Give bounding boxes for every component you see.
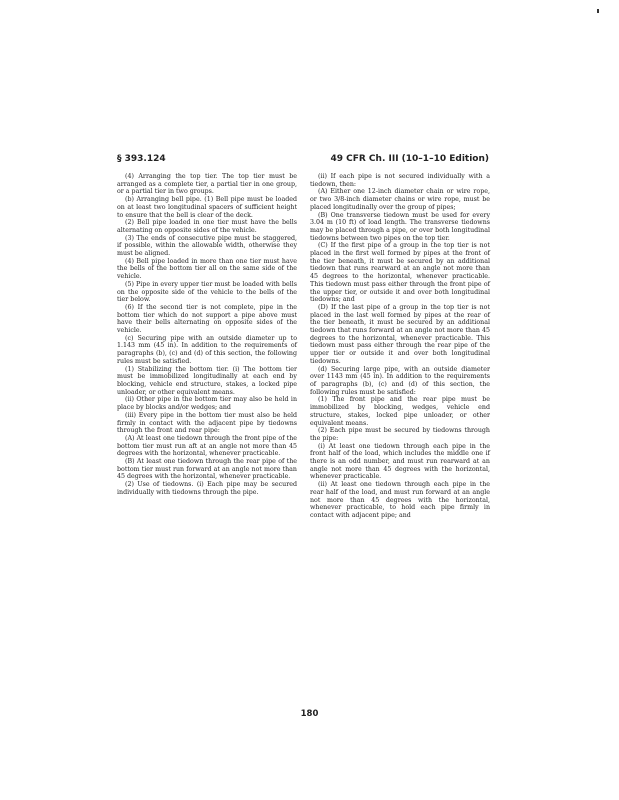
paragraph: (2) Each pipe must be secured by tiedowns through the pipe: bbox=[310, 427, 490, 442]
paragraph: (4) Bell pipe loaded in more than one tier must have the bells of the bottom tier all on the same side of the vehicle. bbox=[117, 257, 297, 281]
paragraph: (3) The ends of consecutive pipe must be staggered, if possible, within the allowable width, otherwise they must be aligned. bbox=[117, 234, 297, 258]
paragraph: (D) If the last pipe of a group in the top tier is not placed in the last well formed by pipes at the rear of the tier beneath, it must be secured by an additional tiedown that runs forward at an angle not more than 45 degrees to the horizontal, whenever practicable. This tiedown must pass either through the rear pipe of the upper tier or outside it and over both longitudinal tiedowns. bbox=[310, 303, 490, 365]
paragraph: (ii) Other pipe in the bottom tier may also be held in place by blocks and/or wedges; and bbox=[117, 396, 297, 412]
volume-title: 49 CFR Ch. III (10–1–10 Edition) bbox=[330, 154, 489, 164]
corner-mark bbox=[597, 9, 599, 13]
page-header bbox=[117, 154, 489, 168]
paragraph: (B) One transverse tiedown must be used for every 3.04 m (10 ft) of load length. The transverse tiedowns may be placed through a pipe, or over both longitudinal tiedowns between two pipes on the top tier. bbox=[310, 211, 490, 242]
paragraph: (6) If the second tier is not complete, pipe in the bottom tier which do not support a pipe above must have their bells alternating on opposite sides of the vehicle. bbox=[117, 303, 297, 335]
paragraph: (b) Arranging bell pipe. (1) Bell pipe must be loaded on at least two longitudinal spacers of sufficient height to ensure that the bell is clear of the deck. bbox=[117, 196, 297, 219]
paragraph: (B) At least one tiedown through the rear pipe of the bottom tier must run forward at an angle not more than 45 degrees with the horizontal, whenever practicable. bbox=[117, 458, 297, 481]
right-column bbox=[310, 173, 490, 520]
paragraph: (1) Stabilizing the bottom tier. (i) The bottom tier must be immobilized longitudinally at each end by blocking, vehicle end structure, stakes, a locked pipe unloader, or other equivalent means. bbox=[117, 365, 297, 396]
paragraph: (2) Bell pipe loaded in one tier must have the bells alternating on opposite sides of the vehicle. bbox=[117, 219, 297, 234]
section-number: § 393.124 bbox=[117, 154, 166, 164]
paragraph: (4) Arranging the top tier. The top tier must be arranged as a complete tier, a partial tier in one group, or a partial tier in two groups. bbox=[117, 173, 297, 196]
paragraph: (C) If the first pipe of a group in the top tier is not placed in the first well formed by pipes at the front of the tier beneath, it must be secured by an additional tiedown that runs rearward at an angle not more than 45 degrees to the horizontal, whenever practicable. This tiedown must pass either through the front pipe of the upper tier, or outside it and over both longitudinal tiedowns; and bbox=[310, 242, 490, 304]
left-column bbox=[117, 173, 297, 497]
paragraph: (c) Securing pipe with an outside diameter up to 1.143 mm (45 in). In addition to the requirements of paragraphs (b), (c) and (d) of this section, the following rules must be satisfied. bbox=[117, 334, 297, 365]
paragraph: (iii) Every pipe in the bottom tier must also be held firmly in contact with the adjacent pipe by tiedowns through the front and rear pipe: bbox=[117, 411, 297, 435]
paragraph: (ii) At least one tiedown through each pipe in the rear half of the load, and must run forward at an angle not more than 45 degrees with the horizontal, whenever practicable, to hold each pipe firmly in contact with adjacent pipe; and bbox=[310, 481, 490, 519]
paragraph: (1) The front pipe and the rear pipe must be immobilized by blocking, wedges, vehicle end structure, stakes, locked pipe unloader, or other equivalent means. bbox=[310, 396, 490, 427]
paragraph: (5) Pipe in every upper tier must be loaded with bells on the opposite side of the vehicle to the bells of the tier below. bbox=[117, 280, 297, 304]
paragraph: (ii) If each pipe is not secured individually with a tiedown, then: bbox=[310, 173, 490, 188]
paragraph: (A) Either one 12-inch diameter chain or wire rope, or two 3/8-inch diameter chains or wire rope, must be placed longitudinally over the group of pipes; bbox=[310, 188, 490, 211]
paragraph: (i) At least one tiedown through each pipe in the front half of the load, which includes the middle one if there is an odd number, and must run rearward at an angle not more than 45 degrees with the horizontal, whenever practicable. bbox=[310, 442, 490, 481]
paragraph: (A) At least one tiedown through the front pipe of the bottom tier must run aft at an angle not more than 45 degrees with the horizontal, whenever practicable. bbox=[117, 434, 297, 458]
page-number: 180 bbox=[300, 709, 319, 719]
paragraph: (2) Use of tiedowns. (i) Each pipe may be secured individually with tiedowns through the pipe. bbox=[117, 481, 297, 496]
paragraph: (d) Securing large pipe, with an outside diameter over 1143 mm (45 in). In addition to the requirements of paragraphs (b), (c) and (d) of this section, the following rules must be satisfied: bbox=[310, 365, 490, 396]
